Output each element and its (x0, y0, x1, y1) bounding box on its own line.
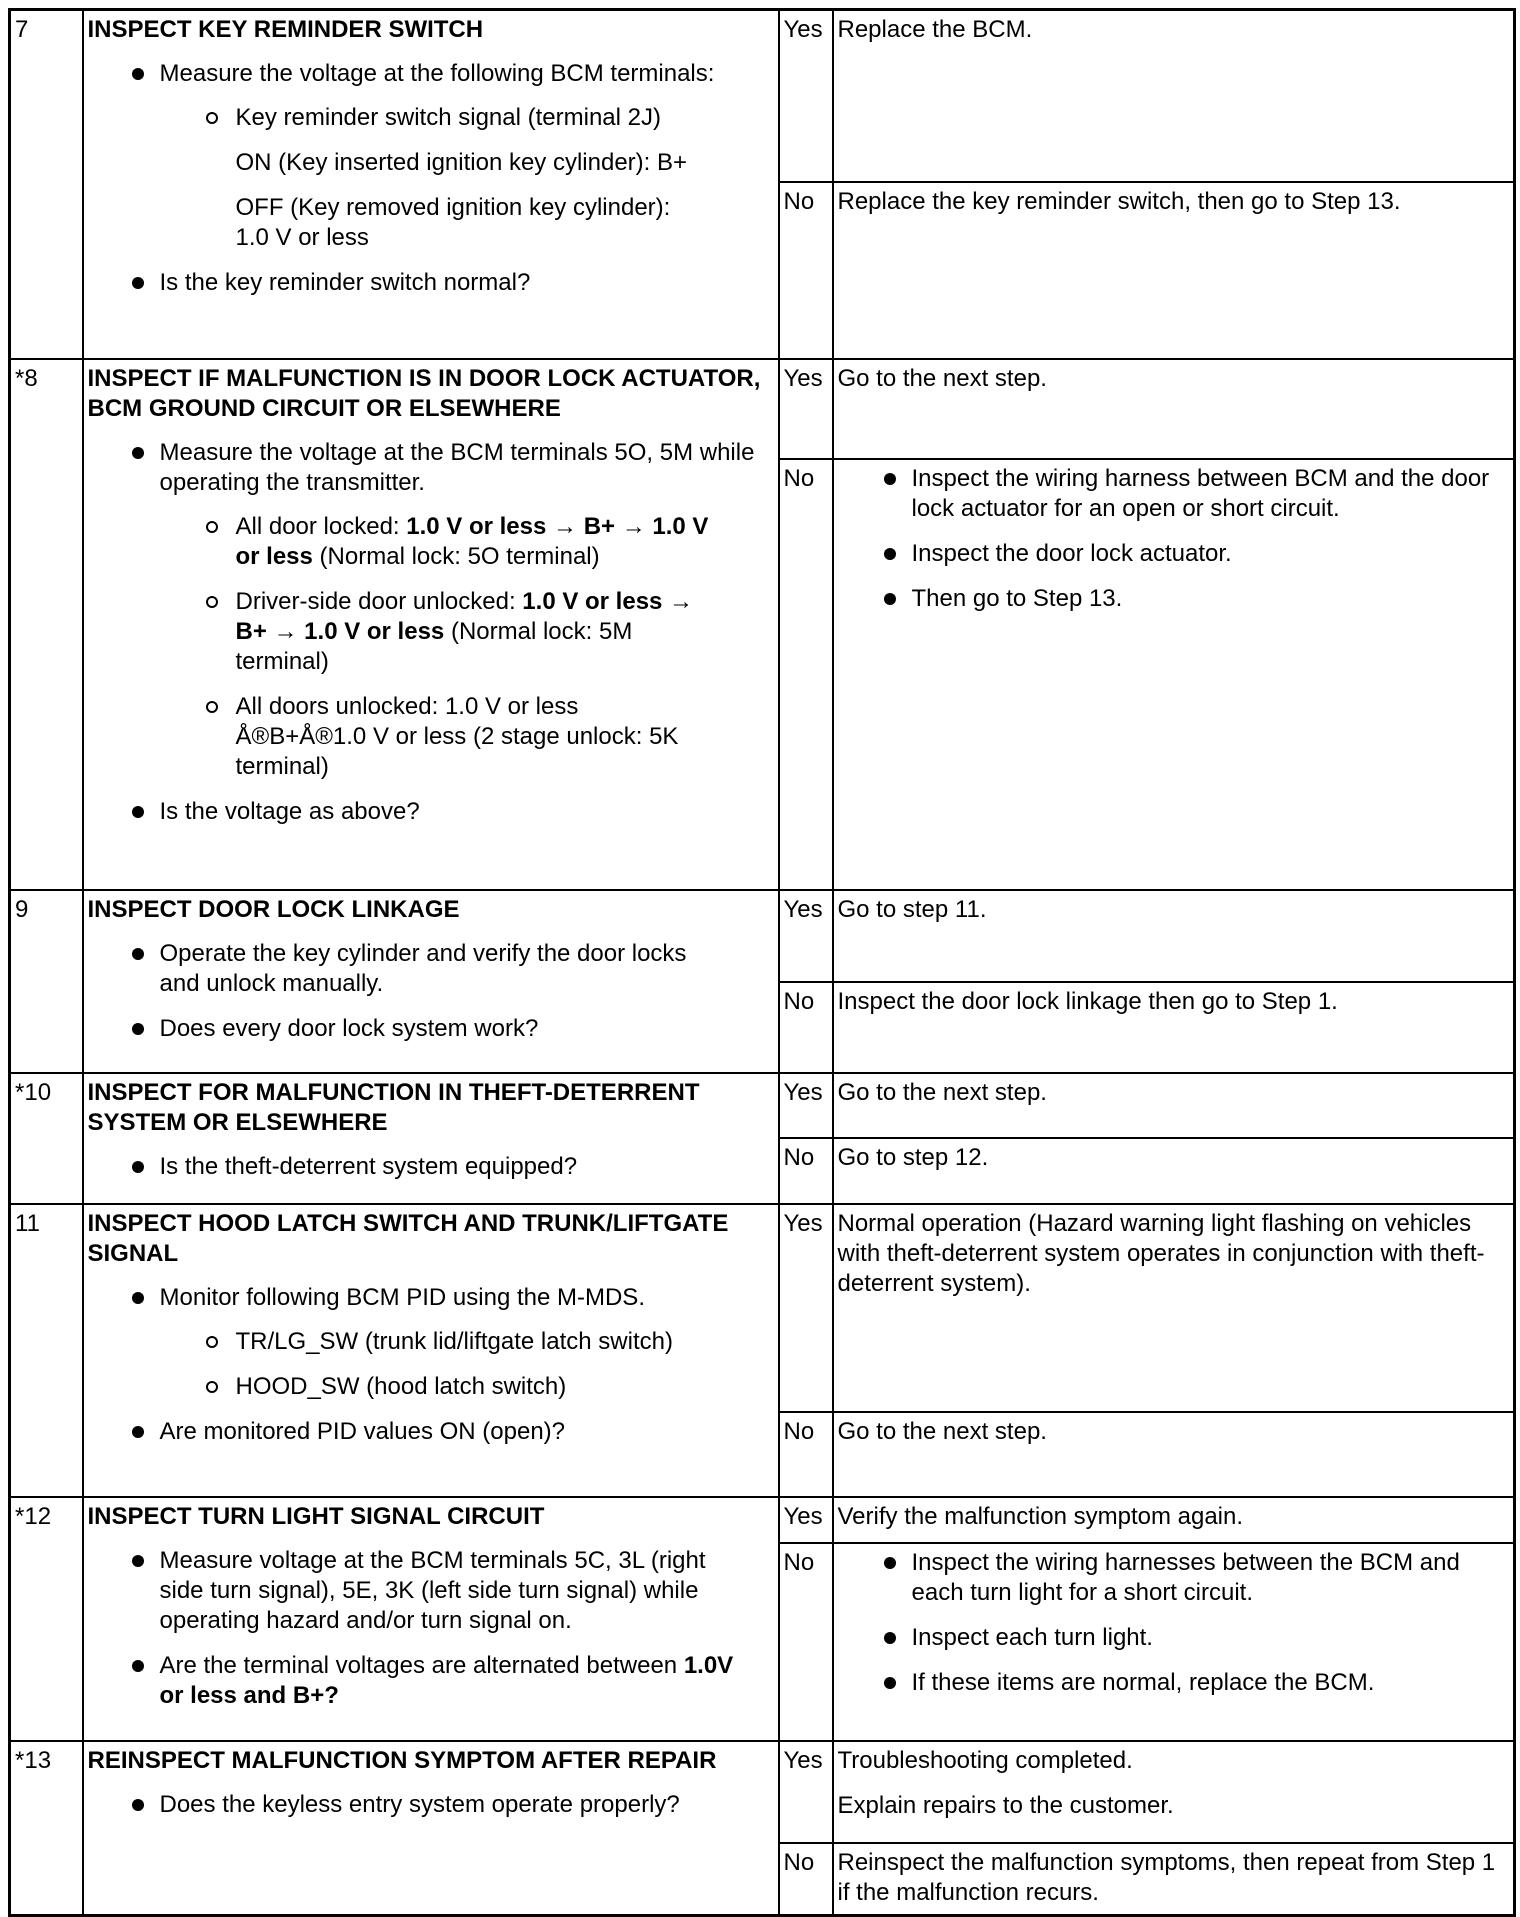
result-no: No (779, 182, 833, 359)
troubleshooting-table (8, 8, 1516, 1917)
inspection-cell (83, 359, 779, 890)
action-item: Inspect the wiring harness between BCM and the door lock actuator for an open or short circuit. (912, 464, 1510, 524)
bullet-item (160, 1651, 740, 1711)
inspection-cell (83, 890, 779, 1073)
result-no: No (779, 1412, 833, 1497)
step-number: *12 (10, 1497, 83, 1741)
sub-bullet-item: HOOD_SW (hood latch switch) (236, 1372, 774, 1402)
sub-text: All door locked: (235, 512, 407, 540)
bullet-item (160, 438, 774, 782)
inspection-cell (83, 1497, 779, 1741)
result-no: No (779, 1843, 833, 1916)
action-line: Explain repairs to the customer. (837, 1791, 1174, 1819)
result-yes: Yes (779, 359, 833, 459)
bullet-item: Is the voltage as above? (160, 797, 774, 827)
sub-bullet-item (236, 512, 716, 572)
result-yes: Yes (779, 1497, 833, 1543)
step-number: 11 (10, 1204, 83, 1497)
action-item: Inspect each turn light. (912, 1623, 1510, 1653)
step-number: *10 (10, 1073, 83, 1204)
result-yes: Yes (779, 10, 833, 182)
table-row (10, 890, 1515, 982)
table-row (10, 1204, 1515, 1412)
bullet-item (160, 59, 774, 253)
result-yes: Yes (779, 1204, 833, 1412)
sub-bullet-item: TR/LG_SW (trunk lid/liftgate latch switch) (236, 1327, 774, 1357)
bullet-item: Operate the key cylinder and verify the door locks and unlock manually. (160, 939, 720, 999)
action-no: Inspect the door lock linkage then go to Step 1. (833, 982, 1515, 1073)
result-no: No (779, 1543, 833, 1741)
sub-text-bold: 1.0 V or less → B+ → 1.0 V or less (235, 587, 694, 645)
result-no: No (779, 1138, 833, 1204)
step-title: REINSPECT MALFUNCTION SYMPTOM AFTER REPAIR (87, 1746, 717, 1774)
bullet-text: Are the terminal voltages are alternated between (159, 1651, 684, 1679)
action-no: Reinspect the malfunction symptoms, then repeat from Step 1 if the malfunction recurs. (833, 1843, 1515, 1916)
step-number: 7 (10, 10, 83, 359)
step-title: INSPECT TURN LIGHT SIGNAL CIRCUIT (87, 1502, 545, 1530)
result-yes: Yes (779, 890, 833, 982)
action-yes: Verify the malfunction symptom again. (833, 1497, 1515, 1543)
bullet-text: Monitor following BCM PID using the M-MDS. (159, 1283, 645, 1311)
table-row (10, 1497, 1515, 1543)
sub-text: Driver-side door unlocked: (235, 587, 523, 615)
sub-text: (Normal lock: 5M terminal) (235, 617, 633, 675)
table-row (10, 1741, 1515, 1843)
on-condition: ON (Key inserted ignition key cylinder): B+ (235, 149, 688, 176)
sub-text: (Normal lock: 5O terminal) (312, 542, 600, 570)
inspection-cell (83, 1741, 779, 1916)
inspection-cell (83, 1073, 779, 1204)
off-condition: OFF (Key removed ignition key cylinder): 1.0 V or less (235, 194, 671, 251)
action-yes: Replace the BCM. (833, 10, 1515, 182)
bullet-item: Does the keyless entry system operate properly? (160, 1790, 774, 1820)
sub-bullet-item: All doors unlocked: 1.0 V or less Å®B+Å®1.0 V or less (2 stage unlock: 5K terminal) (236, 692, 716, 782)
bullet-item: Measure voltage at the BCM terminals 5C, 3L (right side turn signal), 5E, 3K (left side turn signal) while operating hazard and/or turn signal on. (160, 1546, 740, 1636)
action-yes: Go to the next step. (833, 1073, 1515, 1139)
action-yes: Go to step 11. (833, 890, 1515, 982)
action-no (833, 459, 1515, 890)
result-no: No (779, 982, 833, 1073)
action-line: Troubleshooting completed. (837, 1746, 1133, 1774)
action-item: Inspect the wiring harnesses between the BCM and each turn light for a short circuit. (912, 1548, 1510, 1608)
step-number: *13 (10, 1741, 83, 1916)
step-title: INSPECT IF MALFUNCTION IS IN DOOR LOCK ACTUATOR, BCM GROUND CIRCUIT OR ELSEWHERE (87, 364, 761, 422)
action-yes (833, 1741, 1515, 1843)
sub-bullet-item (236, 587, 716, 677)
sub-bullet-item: Key reminder switch signal (terminal 2J) (236, 103, 774, 133)
step-title: INSPECT KEY REMINDER SWITCH (87, 16, 484, 43)
bullet-item (160, 1283, 774, 1402)
action-yes: Go to the next step. (833, 359, 1515, 459)
bullet-item: Is the key reminder switch normal? (160, 268, 774, 298)
table-row (10, 359, 1515, 459)
action-item: If these items are normal, replace the BCM. (912, 1668, 1510, 1698)
bullet-item: Are monitored PID values ON (open)? (160, 1417, 774, 1447)
action-no: Go to the next step. (833, 1412, 1515, 1497)
bullet-item: Is the theft-deterrent system equipped? (160, 1152, 774, 1182)
step-number: 9 (10, 890, 83, 1073)
bullet-text-bold: 1.0V or less and B+? (159, 1651, 734, 1709)
result-yes: Yes (779, 1741, 833, 1843)
action-no (833, 1543, 1515, 1741)
action-yes: Normal operation (Hazard warning light flashing on vehicles with theft-deterrent system operates in conjunction with theft-deterrent system). (833, 1204, 1515, 1412)
result-yes: Yes (779, 1073, 833, 1139)
action-item: Then go to Step 13. (912, 584, 1510, 614)
table-row (10, 10, 1515, 182)
bullet-text: Measure the voltage at the following BCM terminals: (159, 60, 715, 87)
result-no: No (779, 459, 833, 890)
inspection-cell (83, 1204, 779, 1497)
step-title: INSPECT HOOD LATCH SWITCH AND TRUNK/LIFTGATE SIGNAL (87, 1209, 729, 1267)
inspection-cell (83, 10, 779, 359)
step-title: INSPECT FOR MALFUNCTION IN THEFT-DETERRENT SYSTEM OR ELSEWHERE (87, 1078, 700, 1136)
action-no: Replace the key reminder switch, then go to Step 13. (833, 182, 1515, 359)
bullet-text: Measure the voltage at the BCM terminals 5O, 5M while operating the transmitter. (159, 438, 755, 496)
sub-text-bold: 1.0 V or less → B+ → 1.0 V or less (235, 512, 709, 570)
step-title: INSPECT DOOR LOCK LINKAGE (87, 895, 460, 923)
action-item: Inspect the door lock actuator. (912, 539, 1510, 569)
table-row (10, 1073, 1515, 1139)
action-no: Go to step 12. (833, 1138, 1515, 1204)
bullet-item: Does every door lock system work? (160, 1014, 720, 1044)
step-number: *8 (10, 359, 83, 890)
